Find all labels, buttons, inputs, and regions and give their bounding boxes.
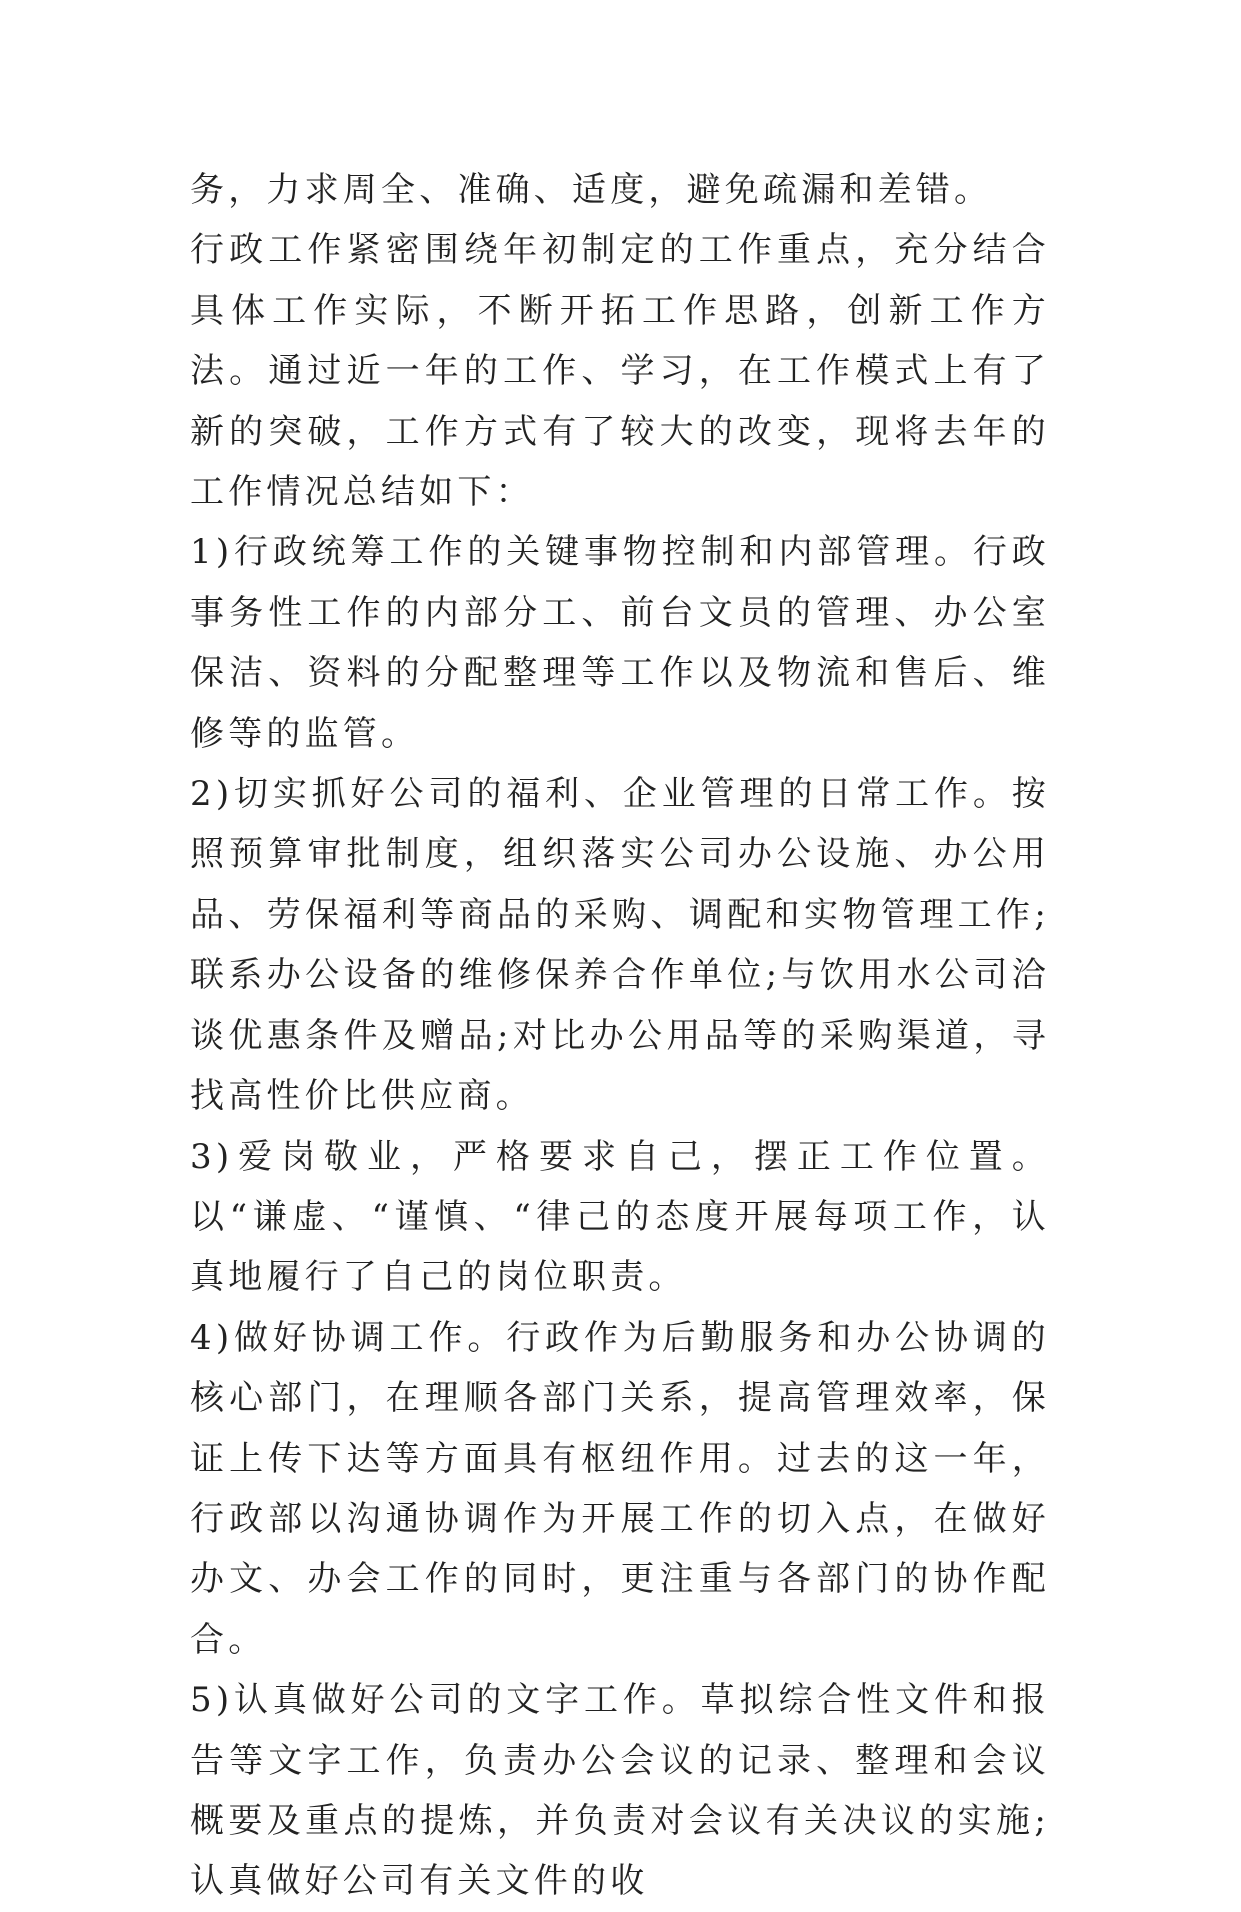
paragraph-item-5: 5)认真做好公司的文字工作。草拟综合性文件和报告等文字工作，负责办公会议的记录、整理和会议概要及重点的提炼，并负责对会议有关决议的实施;认真做好公司有关文件的收 [190, 1680, 1050, 1902]
paragraph-item-3: 3)爱岗敬业，严格要求自己，摆正工作位置。以“谦虚、“谨慎、“律己的态度开展每项工作，认真地履行了自己的岗位职责。 [190, 1136, 1050, 1298]
paragraph-intro: 行政工作紧密围绕年初制定的工作重点，充分结合具体工作实际，不断开拓工作思路，创新工作方法。通过近一年的工作、学习，在工作模式上有了新的突破，工作方式有了较大的改变，现将去年的工作情况总结如下： [190, 230, 1050, 513]
paragraph-item-1: 1)行政统筹工作的关键事物控制和内部管理。行政事务性工作的内部分工、前台文员的管理、办公室保洁、资料的分配整理等工作以及物流和售后、维修等的监管。 [190, 532, 1050, 754]
paragraph-item-4: 4)做好协调工作。行政作为后勤服务和办公协调的核心部门，在理顺各部门关系，提高管理效率，保证上传下达等方面具有枢纽作用。过去的这一年，行政部以沟通协调作为开展工作的切入点，在做好办文、办会工作的同时，更注重与各部门的协作配合。 [190, 1317, 1050, 1660]
paragraph-item-2: 2)切实抓好公司的福利、企业管理的日常工作。按照预算审批制度，组织落实公司办公设施、办公用品、劳保福利等商品的采购、调配和实物管理工作;联系办公设备的维修保养合作单位;与饮用水公司洽谈优惠条件及赠品;对比办公用品等的采购渠道，寻找高性价比供应商。 [190, 774, 1050, 1117]
paragraph-continuation: 务，力求周全、准确、适度，避免疏漏和差错。 [190, 170, 993, 210]
document-body [190, 160, 1050, 1912]
